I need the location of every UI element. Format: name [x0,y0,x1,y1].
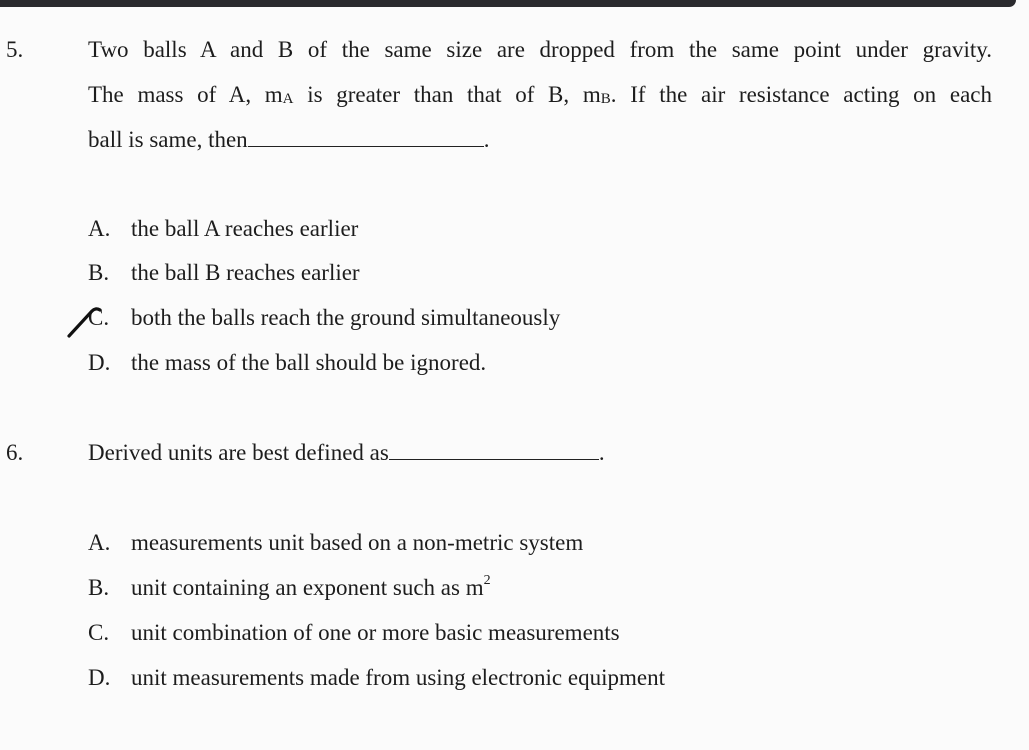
answer-blank[interactable] [389,441,599,460]
question-6-stem-line-1: Derived units are best defined as . [88,440,605,465]
question-5-stem-line-1: Two balls A and B of the same size are dropped from the same point under gravity. [88,37,992,62]
handwritten-check-mark-icon [66,302,114,340]
question-5-option-a[interactable]: A. the ball A reaches earlier [88,216,359,241]
question-6-number: 6. [6,440,24,465]
question-5-option-c[interactable]: C. both the balls reach the ground simultaneously [88,305,561,330]
question-5-option-b[interactable]: B. the ball B reaches earlier [88,260,360,285]
question-6-option-c[interactable]: C. unit combination of one or more basic measurements [88,620,620,645]
question-6-option-a[interactable]: A. measurements unit based on a non-metric system [88,530,584,555]
answer-blank[interactable] [248,128,484,147]
question-5-stem-line-2: The mass of A, mA is greater than that of B, mB. If the air resistance acting on each [88,82,992,107]
question-5-number: 5. [6,37,24,62]
window-top-bar [0,0,1016,7]
question-5-option-d[interactable]: D. the mass of the ball should be ignored. [88,350,487,375]
question-6-option-b[interactable]: B. unit containing an exponent such as $m^2$ [88,573,491,600]
question-5-stem-line-3: ball is same, then . [88,127,490,152]
question-6-option-d[interactable]: D. unit measurements made from using electronic equipment [88,665,665,690]
